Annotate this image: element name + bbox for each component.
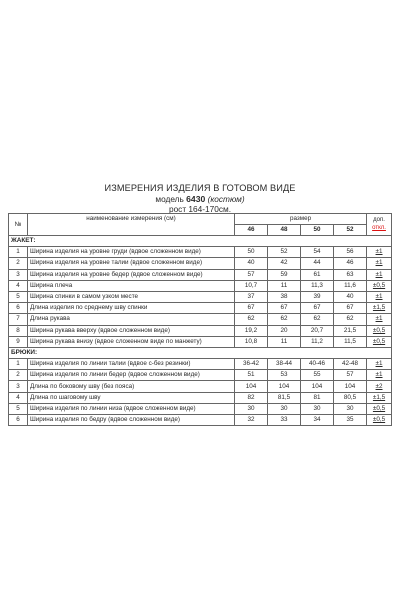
size-value: 46 — [334, 258, 367, 269]
size-value: 67 — [268, 303, 301, 314]
measurement-name: Ширина изделия по бедру (вдвое сложенном виде) — [28, 415, 235, 426]
table-row — [9, 258, 392, 269]
size-value: 42-48 — [334, 359, 367, 370]
row-number: 1 — [9, 359, 28, 370]
size-value: 67 — [334, 303, 367, 314]
tolerance-value: ±0,5 — [367, 403, 392, 414]
table-row — [9, 280, 392, 291]
row-number: 6 — [9, 415, 28, 426]
size-value: 11,6 — [334, 280, 367, 291]
size-value: 63 — [334, 269, 367, 280]
table-row — [9, 314, 392, 325]
size-value: 32 — [235, 415, 268, 426]
size-value: 37 — [235, 291, 268, 302]
measurement-name: Длина изделия по среднему шву спинки — [28, 303, 235, 314]
size-value: 11 — [268, 336, 301, 347]
row-number: 4 — [9, 392, 28, 403]
table-row — [9, 291, 392, 302]
row-number: 9 — [9, 336, 28, 347]
measurement-name: Ширина рукава внизу (вдвое сложенном виде по манжету) — [28, 336, 235, 347]
section-title: ЖАКЕТ: — [9, 236, 392, 247]
size-value: 40 — [334, 291, 367, 302]
size-value: 36-42 — [235, 359, 268, 370]
measurement-name: Ширина спинки в самом узком месте — [28, 291, 235, 302]
size-value: 104 — [334, 381, 367, 392]
size-value: 19,2 — [235, 325, 268, 336]
size-value: 54 — [301, 247, 334, 258]
table-row — [9, 303, 392, 314]
size-value: 21,5 — [334, 325, 367, 336]
size-value: 38-44 — [268, 359, 301, 370]
size-value: 56 — [334, 247, 367, 258]
size-value: 30 — [301, 403, 334, 414]
size-value: 62 — [301, 314, 334, 325]
document-title: ИЗМЕРЕНИЯ ИЗДЕЛИЯ В ГОТОВОМ ВИДЕ — [104, 183, 296, 193]
tolerance-value: ±0,5 — [367, 280, 392, 291]
size-value: 10,8 — [235, 336, 268, 347]
table-row — [9, 247, 392, 258]
tolerance-label-2: откл. — [372, 224, 386, 231]
size-value: 53 — [268, 370, 301, 381]
size-value: 57 — [334, 370, 367, 381]
row-number: 2 — [9, 370, 28, 381]
measurement-name: Длина по боковому шву (без пояса) — [28, 381, 235, 392]
measurement-name: Ширина плеча — [28, 280, 235, 291]
size-value: 67 — [235, 303, 268, 314]
size-value: 104 — [268, 381, 301, 392]
tolerance-value: ±1 — [367, 314, 392, 325]
size-value: 104 — [301, 381, 334, 392]
size-value: 104 — [235, 381, 268, 392]
size-value: 67 — [301, 303, 334, 314]
size-value: 82 — [235, 392, 268, 403]
col-name-header: наименование измерения (см) — [28, 214, 235, 236]
size-value: 10,7 — [235, 280, 268, 291]
size-value: 40-46 — [301, 359, 334, 370]
size-value: 33 — [268, 415, 301, 426]
size-value: 52 — [268, 247, 301, 258]
model-kind: (костюм) — [207, 194, 245, 204]
measurement-name: Ширина изделия по линии бедер (вдвое сложенном виде) — [28, 370, 235, 381]
tolerance-value: ±0,5 — [367, 336, 392, 347]
table-row — [9, 381, 392, 392]
tolerance-value: ±2 — [367, 381, 392, 392]
size-value: 11,3 — [301, 280, 334, 291]
size-value: 35 — [334, 415, 367, 426]
size-value: 81 — [301, 392, 334, 403]
tolerance-value: ±1 — [367, 370, 392, 381]
size-value: 39 — [301, 291, 334, 302]
size-value: 62 — [268, 314, 301, 325]
measurement-name: Ширина изделия по линии талии (вдвое с-без резинки) — [28, 359, 235, 370]
measurement-name: Длина рукава — [28, 314, 235, 325]
height-line: рост 164-170см. — [168, 204, 232, 214]
measurement-name: Ширина изделия на уровне талии (вдвое сложенном виде) — [28, 258, 235, 269]
row-number: 3 — [9, 381, 28, 392]
tolerance-label-1: доп. — [373, 217, 385, 223]
size-value: 59 — [268, 269, 301, 280]
size-value: 11,2 — [301, 336, 334, 347]
tolerance-value: ±1,5 — [367, 303, 392, 314]
size-value: 44 — [301, 258, 334, 269]
tolerance-value: ±0,5 — [367, 325, 392, 336]
size-header: 50 — [301, 225, 334, 236]
measurement-name: Длина по шаговому шву — [28, 392, 235, 403]
row-number: 1 — [9, 247, 28, 258]
measurements-table — [8, 213, 392, 426]
col-number-header: № — [9, 214, 28, 236]
size-value: 55 — [301, 370, 334, 381]
tolerance-value: ±1,5 — [367, 392, 392, 403]
size-value: 34 — [301, 415, 334, 426]
size-value: 61 — [301, 269, 334, 280]
measurement-name: Ширина изделия на уровне бедер (вдвое сложенном виде) — [28, 269, 235, 280]
tolerance-value: ±1 — [367, 359, 392, 370]
tolerance-value: ±1 — [367, 269, 392, 280]
table-row — [9, 415, 392, 426]
size-value: 11,5 — [334, 336, 367, 347]
size-header: 52 — [334, 225, 367, 236]
size-value: 57 — [235, 269, 268, 280]
table-row — [9, 370, 392, 381]
size-value: 80,5 — [334, 392, 367, 403]
size-value: 30 — [268, 403, 301, 414]
tolerance-value: ±0,5 — [367, 415, 392, 426]
size-value: 62 — [334, 314, 367, 325]
row-number: 6 — [9, 303, 28, 314]
tolerance-value: ±1 — [367, 258, 392, 269]
size-value: 40 — [235, 258, 268, 269]
col-size-header: размер — [235, 214, 367, 225]
header-row-1 — [9, 214, 392, 225]
measurement-name: Ширина рукава вверху (вдвое сложенном виде) — [28, 325, 235, 336]
col-tolerance-header — [367, 214, 392, 236]
row-number: 5 — [9, 291, 28, 302]
size-value: 30 — [334, 403, 367, 414]
size-value: 50 — [235, 247, 268, 258]
row-number: 7 — [9, 314, 28, 325]
table-row — [9, 336, 392, 347]
table-row — [9, 325, 392, 336]
row-number: 4 — [9, 280, 28, 291]
size-header: 46 — [235, 225, 268, 236]
tolerance-value: ±1 — [367, 291, 392, 302]
size-header: 48 — [268, 225, 301, 236]
model-line — [0, 194, 400, 204]
section-header-row — [9, 347, 392, 358]
section-title: БРЮКИ: — [9, 347, 392, 358]
size-value: 20 — [268, 325, 301, 336]
row-number: 3 — [9, 269, 28, 280]
measurement-name: Ширина изделия по линии низа (вдвое сложенном виде) — [28, 403, 235, 414]
size-value: 20,7 — [301, 325, 334, 336]
size-value: 62 — [235, 314, 268, 325]
table-row — [9, 392, 392, 403]
row-number: 5 — [9, 403, 28, 414]
table-row — [9, 359, 392, 370]
model-number: 6430 — [186, 194, 206, 204]
size-value: 42 — [268, 258, 301, 269]
table-row — [9, 269, 392, 280]
row-number: 8 — [9, 325, 28, 336]
size-value: 81,5 — [268, 392, 301, 403]
tolerance-value: ±1 — [367, 247, 392, 258]
measurement-name: Ширина изделия на уровне груди (вдвое сложенном виде) — [28, 247, 235, 258]
size-value: 38 — [268, 291, 301, 302]
size-value: 51 — [235, 370, 268, 381]
size-value: 11 — [268, 280, 301, 291]
model-prefix: модель — [155, 194, 184, 204]
row-number: 2 — [9, 258, 28, 269]
size-value: 30 — [235, 403, 268, 414]
table-row — [9, 403, 392, 414]
section-header-row — [9, 236, 392, 247]
